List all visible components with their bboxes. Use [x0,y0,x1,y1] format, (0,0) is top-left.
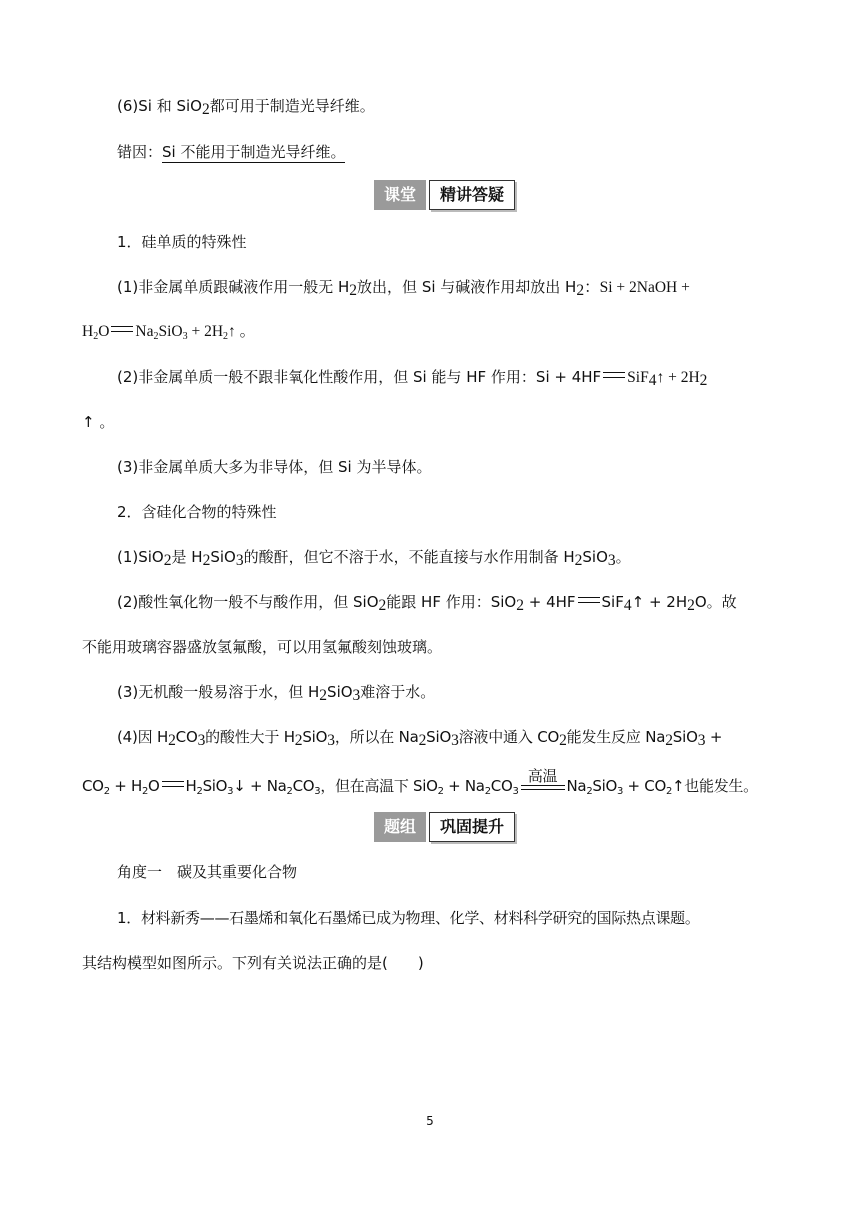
question-1-line-2: 其结构模型如图所示。下列有关说法正确的是( ) [82,954,424,972]
header-tag: 课堂 [374,180,426,210]
compound-point-4-line-1: (4)因 $H_2CO_3$的酸性大于 $H_2SiO_3$，所以在 $Na_2SiO_3$溶液中通入 $CO_2$能发生反应 $Na_2SiO_3$ + [117,728,723,749]
subheading-compounds: 2．含硅化合物的特殊性 [117,503,277,521]
equals-sign [162,781,184,787]
point-3: (3)非金属单质大多为非导体，但 Si 为半导体。 [117,458,432,476]
question-1-line-1: 1．材料新秀——石墨烯和氧化石墨烯已成为物理、化学、材料科学研究的国际热点课题。 [117,909,700,927]
reaction-condition: 高温 [521,776,565,796]
angle-heading: 角度一 碳及其重要化合物 [117,863,298,881]
equals-sign [578,597,600,603]
page-number: 5 [426,1114,434,1128]
point-2-line-1: (2)非金属单质一般不跟非氧化性酸作用，但 Si 能与 HF 作用：Si + 4HF SiF$_4$↑ + $2H_2$ [117,368,708,389]
wrong-statement-6: (6)Si 和 SiO$_2$都可用于制造光导纤维。 [117,97,375,118]
compound-point-3: (3)无机酸一般易溶于水，但 $H_2SiO_3$难溶于水。 [117,683,436,704]
point-1-line-1: (1)非金属单质跟碱液作用一般无 $H_2$放出，但 Si 与碱液作用却放出 $H_2$：Si + 2NaOH + [117,278,690,299]
point-1-equation: $H_2O$ $Na_2SiO_3$ + $2H_2↑$ 。 [82,323,256,342]
section-header-classroom [374,180,515,210]
compound-point-4-line-2: $CO_2 + H_2O$ $H_2SiO_3↓ + Na_2CO_3$，但在高温下 $SiO_2 + Na_2CO_3$ 高温 $Na_2SiO_3$ + $CO_2↑$也能发生。 [82,767,758,797]
compound-point-2-line-2: 不能用玻璃容器盛放氢氟酸，可以用氢氟酸刻蚀玻璃。 [82,638,443,656]
equals-sign [603,372,625,378]
section-header-practice [374,812,515,842]
header-tag: 题组 [374,812,426,842]
point-2-line-2: ↑ 。 [82,413,115,431]
subheading-silicon: 1．硅单质的特殊性 [117,233,247,251]
compound-point-2-line-1: (2)酸性氧化物一般不与酸作用，但 SiO$_2$能跟 HF 作用：SiO$_2$ + 4HF SiF$_4$↑ + $2H_2O$。故 [117,593,737,614]
error-reason: 错因：Si 不能用于制造光导纤维。 [117,143,346,161]
equals-sign [111,326,133,332]
header-title: 巩固提升 [429,812,515,842]
header-title: 精讲答疑 [429,180,515,210]
compound-point-1: (1)SiO$_2$是 $H_2SiO_3$的酸酐，但它不溶于水，不能直接与水作用制备 $H_2SiO_3$。 [117,548,631,569]
